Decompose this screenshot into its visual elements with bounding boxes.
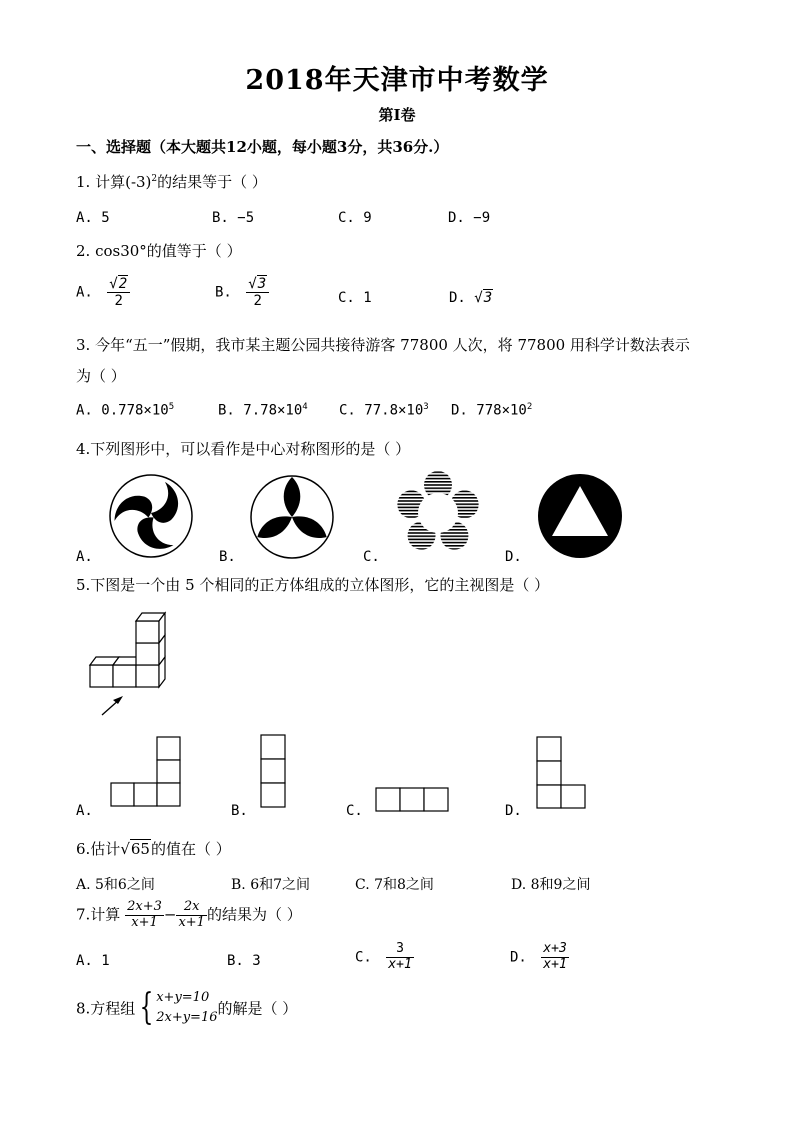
question-3-line1: 3. 今年“五一”假期，我市某主题公园共接待游客 77800 人次，将 77800 用科学计数法表示: [76, 336, 690, 354]
q2-a-radicand: 2: [118, 276, 128, 292]
q3-b-exp: 4: [302, 402, 308, 412]
q7-option-c: [355, 942, 414, 973]
q5-option-d: D.: [505, 803, 522, 819]
q6-radicand: 65: [130, 840, 150, 858]
q1-expr: (-3): [125, 173, 152, 191]
q4-figure-a-swirl: [108, 473, 194, 559]
q6-option-a: A. 5和6之间: [76, 877, 155, 893]
q6-suffix: 的值在（ ）: [150, 840, 231, 858]
q8-equation-system: [156, 988, 217, 1028]
q7-c-num: 3: [386, 942, 413, 958]
q1-prefix: 1. 计算: [76, 173, 126, 191]
q1-option-b: B. −5: [212, 210, 255, 226]
q4-option-d: D.: [505, 549, 522, 565]
q5-option-a-figure: [106, 736, 182, 808]
q5-option-a: A.: [76, 803, 93, 819]
q3-c-text: C. 77.8×10: [339, 402, 424, 419]
q7-fraction-2: [176, 900, 207, 931]
q6-option-b: B. 6和7之间: [231, 877, 311, 893]
q1-option-c: C. 9: [338, 210, 372, 226]
q1-option-d: D. −9: [448, 210, 491, 226]
question-5: 5.下图是一个由 5 个相同的正方体组成的立体图形，它的主视图是（ ）: [76, 576, 550, 594]
q2-b-fraction: [246, 276, 269, 309]
q5-option-b-figure: [259, 734, 289, 808]
q8-prefix: 8.方程组: [76, 999, 136, 1018]
q4-option-b: B.: [219, 549, 236, 565]
q7-f2-num: 2x: [176, 900, 207, 916]
q7-f1-den: x+1: [131, 914, 158, 930]
q5-option-c-figure: [374, 786, 450, 814]
q6-prefix: 6.估计: [76, 840, 121, 858]
q2-b-den: 2: [253, 293, 262, 310]
q5-solid-figure: [88, 605, 178, 720]
question-8: [76, 988, 297, 1028]
q3-c-exp: 3: [423, 402, 429, 412]
q4-option-a: A.: [76, 549, 93, 565]
q5-option-b: B.: [231, 803, 248, 819]
q7-suffix: 的结果为（ ）: [206, 905, 302, 924]
q1-suffix: 的结果等于（ ）: [157, 173, 267, 191]
sqrt-symbol: √65: [120, 840, 150, 858]
q2-option-d: [449, 290, 493, 306]
q3-option-a: [76, 402, 174, 419]
q5-option-d-figure: [535, 736, 589, 810]
q3-option-d: [451, 402, 532, 419]
q7-prefix: 7.计算: [76, 905, 121, 924]
q3-d-exp: 2: [526, 402, 533, 412]
q3-b-text: B. 7.78×10: [218, 402, 303, 419]
q8-suffix: 的解是（ ）: [217, 999, 298, 1018]
q7-option-b: B. 3: [227, 953, 261, 969]
q7-d-label: D.: [510, 949, 527, 966]
left-brace-icon: {: [139, 987, 154, 1028]
question-3-line2: 为（ ）: [76, 367, 126, 385]
q5-option-c: C.: [346, 803, 363, 819]
sqrt-symbol: √3: [474, 290, 493, 306]
volume-heading: 第Ⅰ卷: [378, 106, 416, 124]
q2-d-radicand: 3: [483, 290, 493, 306]
q2-option-a: [76, 276, 130, 309]
q2-a-den: 2: [114, 293, 123, 310]
q7-option-d: [510, 942, 569, 973]
q1-exp: 2: [151, 174, 158, 184]
q7-c-label: C.: [355, 949, 372, 966]
q7-d-num: x+3: [543, 941, 567, 956]
page-title: 2018年天津市中考数学: [245, 65, 549, 96]
q3-a-exp: 5: [168, 402, 175, 412]
sqrt-symbol: √2: [109, 276, 128, 292]
q2-a-fraction: [107, 276, 130, 309]
q2-option-c: C. 1: [338, 290, 372, 306]
q4-figure-d-triangle-circle: [537, 473, 623, 559]
q7-minus: −: [163, 905, 177, 924]
q8-equation-1: x+y=10: [156, 990, 210, 1005]
q7-c-den: x+1: [388, 956, 412, 972]
section-heading: 一、选择题（本大题共12小题，每小题3分，共36分.）: [76, 138, 449, 156]
q3-a-text: A. 0.778×10: [76, 402, 169, 419]
q3-option-b: [218, 402, 308, 419]
q7-c-fraction: [386, 942, 413, 973]
q6-option-c: C. 7和8之间: [355, 877, 434, 893]
q2-b-radicand: 3: [257, 276, 267, 292]
question-7: [76, 900, 302, 931]
q4-figure-b-petals: [249, 474, 335, 560]
question-1: [76, 171, 267, 192]
q4-figure-c-striped-flower: [392, 469, 484, 557]
question-2: 2. cos30°的值等于（ ）: [76, 242, 242, 260]
q3-option-c: [339, 402, 429, 419]
q8-equation-2: 2x+y=16: [156, 1010, 218, 1025]
q2-b-label: B.: [215, 284, 232, 301]
q4-option-c: C.: [363, 549, 380, 565]
q6-option-d: D. 8和9之间: [511, 877, 591, 893]
q2-a-label: A.: [76, 284, 93, 301]
q1-option-a: A. 5: [76, 210, 110, 226]
q7-d-fraction: [541, 942, 568, 973]
question-4: 4.下列图形中，可以看作是中心对称图形的是（ ）: [76, 440, 411, 458]
q7-d-den: x+1: [543, 956, 567, 972]
question-6: [76, 838, 231, 859]
q7-f2-den: x+1: [178, 914, 205, 930]
q7-fraction-1: [125, 900, 164, 931]
q2-option-b: [215, 276, 269, 309]
q7-f1-num: 2x+3: [127, 899, 162, 914]
q2-d-label: D.: [449, 290, 466, 306]
sqrt-symbol: √3: [248, 276, 267, 292]
q3-d-text: D. 778×10: [451, 402, 527, 419]
q7-option-a: A. 1: [76, 953, 110, 969]
